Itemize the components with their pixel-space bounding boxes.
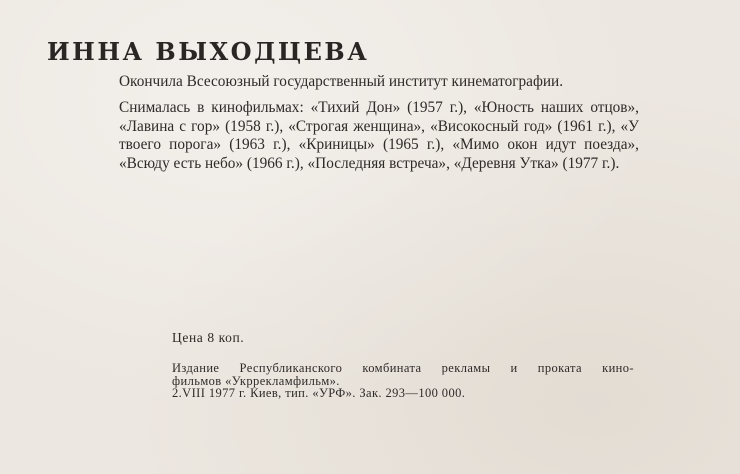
print-info-line: 2.VIII 1977 г. Киев, тип. «УРФ». Зак. 293—100 000. xyxy=(172,386,466,400)
publisher-imprint xyxy=(172,362,634,400)
education-text: Окончила Всесоюзный государственный институт кинематографии. xyxy=(119,73,564,90)
filmography-text: Снималась в кинофильмах: «Тихий Дон» (1957 г.), «Юность наших отцов», «Лавина с гор» (1958 г.), «Строгая женщина», «Високосный год» (1961 г.), «У твоего порога» (1963 г.), «Криницы» (1965 г.), «Мимо окон идут поезда», «Всюду есть небо» (1966 г.), «Последняя встреча», «Деревня Утка» (1977 г.). xyxy=(119,99,639,172)
publisher-line: Издание Республиканского комбината рекламы и проката кино- xyxy=(172,361,634,375)
price-label: Цена 8 коп. xyxy=(172,330,245,345)
actress-name: ИННА ВЫХОДЦЕВА xyxy=(47,37,370,66)
publisher-line: фильмов «Укррекламфильм». xyxy=(172,373,340,388)
